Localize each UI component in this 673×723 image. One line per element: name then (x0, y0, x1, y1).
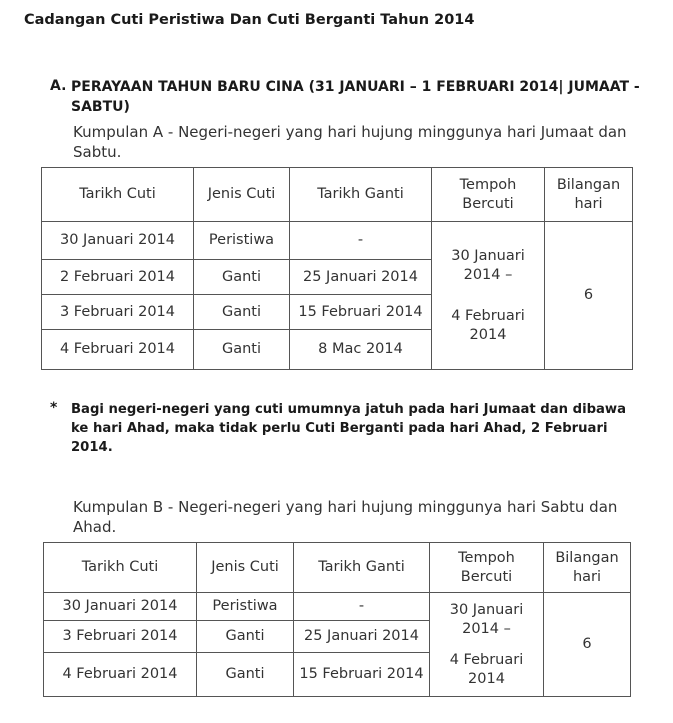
group-b-description: Kumpulan B - Negeri-negeri yang hari hujung minggunya hari Sabtu dan Ahad. (73, 498, 618, 536)
group-a-description: Kumpulan A - Negeri-negeri yang hari hujung minggunya hari Jumaat dan Sabtu. (73, 123, 627, 161)
cell-tarikh-ganti: 25 Januari 2014 (294, 621, 430, 653)
cell-tarikh-ganti: - (294, 593, 430, 621)
cell-tarikh-cuti: 3 Februari 2014 (42, 295, 194, 330)
cell-jenis-cuti: Ganti (194, 260, 290, 295)
header-tempoh-bercuti: Tempoh Bercuti (430, 543, 544, 593)
cell-tarikh-ganti: 8 Mac 2014 (290, 330, 432, 370)
cell-bilangan-hari: 6 (544, 593, 631, 697)
header-bilangan-hari: Bilangan hari (544, 543, 631, 593)
cell-tempoh-bercuti (432, 222, 545, 370)
cell-jenis-cuti: Ganti (194, 295, 290, 330)
header-tempoh-bercuti: Tempoh Bercuti (432, 168, 545, 222)
group-a-table (41, 167, 633, 370)
cell-tarikh-cuti: 4 Februari 2014 (44, 653, 197, 697)
cell-jenis-cuti: Peristiwa (197, 593, 294, 621)
cell-jenis-cuti: Ganti (197, 621, 294, 653)
header-tarikh-cuti: Tarikh Cuti (42, 168, 194, 222)
cell-tarikh-ganti: - (290, 222, 432, 260)
table-row (42, 222, 633, 260)
section-letter: A. (50, 78, 67, 94)
section-heading: PERAYAAN TAHUN BARU CINA (31 JANUARI – 1 FEBRUARI 2014| JUMAAT - SABTU) (71, 79, 640, 115)
table-row (44, 593, 631, 621)
cell-tarikh-ganti: 15 Februari 2014 (294, 653, 430, 697)
note-text: Bagi negeri-negeri yang cuti umumnya jatuh pada hari Jumaat dan dibawa ke hari Ahad, maka tidak perlu Cuti Berganti pada hari Ahad, 2 Februari 2014. (71, 402, 627, 455)
tempoh-start: 30 Januari 2014 – (449, 601, 524, 637)
header-bilangan-hari: Bilangan hari (545, 168, 633, 222)
cell-tarikh-ganti: 15 Februari 2014 (290, 295, 432, 330)
cell-bilangan-hari: 6 (545, 222, 633, 370)
cell-tarikh-cuti: 2 Februari 2014 (42, 260, 194, 295)
cell-tarikh-ganti: 25 Januari 2014 (290, 260, 432, 295)
cell-jenis-cuti: Ganti (197, 653, 294, 697)
tempoh-end: 4 Februari 2014 (451, 307, 525, 343)
cell-tempoh-bercuti (430, 593, 544, 697)
cell-jenis-cuti: Ganti (194, 330, 290, 370)
header-tarikh-ganti: Tarikh Ganti (290, 168, 432, 222)
cell-tarikh-cuti: 30 Januari 2014 (42, 222, 194, 260)
cell-tarikh-cuti: 30 Januari 2014 (44, 593, 197, 621)
cell-tarikh-cuti: 4 Februari 2014 (42, 330, 194, 370)
header-tarikh-ganti: Tarikh Ganti (294, 543, 430, 593)
table-header-row (44, 543, 631, 593)
group-b-table (43, 542, 631, 697)
document-title: Cadangan Cuti Peristiwa Dan Cuti Berganti Tahun 2014 (24, 12, 475, 28)
table-header-row (42, 168, 633, 222)
cell-tarikh-cuti: 3 Februari 2014 (44, 621, 197, 653)
note-marker: * (50, 400, 58, 416)
header-jenis-cuti: Jenis Cuti (194, 168, 290, 222)
tempoh-end: 4 Februari 2014 (449, 651, 524, 687)
header-jenis-cuti: Jenis Cuti (197, 543, 294, 593)
cell-jenis-cuti: Peristiwa (194, 222, 290, 260)
tempoh-start: 30 Januari 2014 – (451, 247, 525, 283)
header-tarikh-cuti: Tarikh Cuti (44, 543, 197, 593)
